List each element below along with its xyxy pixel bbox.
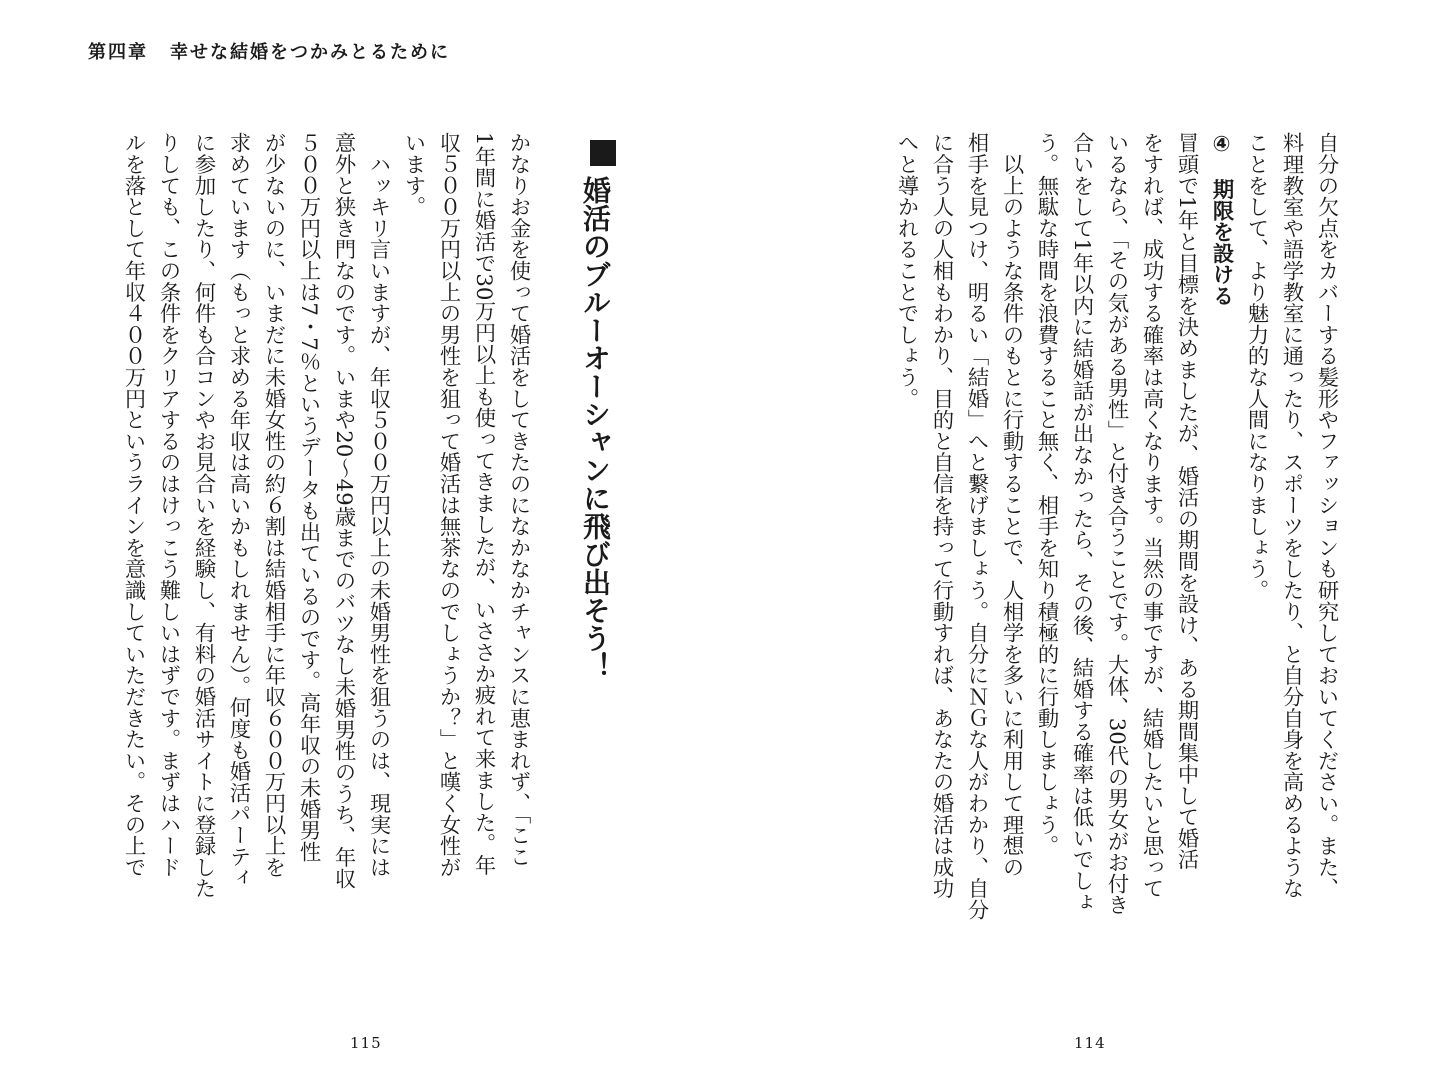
- body-line: に合う人の人相もわかり、目的と自信を持って行動すれば、あなたの婚活は成功: [929, 132, 954, 899]
- body-line: をすれば、成功する確率は高くなります。当然の事ですが、結婚したいと思って: [1139, 132, 1164, 899]
- chapter-title: 幸せな結婚をつかみとるために: [170, 42, 450, 63]
- body-line: 1年間に婚活で30万円以上も使ってきましたが、いささか疲れて来ました。年: [471, 132, 496, 876]
- page-number-left: 115: [350, 1034, 382, 1052]
- section-heading: [574, 140, 616, 700]
- body-line: に参加したり、何件も合コンやお見合いを経験し、有料の婚活サイトに登録した: [191, 132, 216, 899]
- body-line: ハッキリ言いますが、年収５００万円以上の未婚男性を狙うのは、現実には: [366, 132, 391, 878]
- body-line: かなりお金を使って婚活をしてきたのになかなかチャンスに恵まれず、「ここ: [506, 132, 531, 867]
- body-line: へと導かれることでしょう。: [894, 132, 919, 409]
- body-line: ことをして、より魅力的な人間になりましょう。: [1244, 132, 1269, 601]
- right-page-body: [784, 132, 1344, 962]
- body-line: が少ないのに、いまだに未婚女性の約６割は結婚相手に年収６００万円以上を: [261, 132, 286, 878]
- section-heading-text: 婚活のブルーオーシャンに飛び出そう！: [579, 176, 612, 680]
- body-line: りしても、この条件をクリアするのはけっこう難しいはずです。まずはハード: [156, 132, 181, 878]
- body-line: 料理教室や語学教室に通ったり、スポーツをしたり、と自分自身を高めるような: [1279, 132, 1304, 899]
- left-page-body: [86, 132, 536, 962]
- body-line: 合いをして1年以内に結婚話が出なかったら、その後、結婚する確率は低いでしょ: [1069, 132, 1094, 913]
- body-line: いるなら、「その気がある男性」と付き合うことです。大体、30代の男女がお付き: [1104, 132, 1129, 916]
- chapter-label: 第四章: [88, 42, 148, 63]
- body-line: 収５００万円以上の男性を狙って婚活は無茶なのでしょうか？」と嘆く女性が: [436, 132, 461, 878]
- body-line: います。: [401, 132, 426, 218]
- body-line: 冒頭で1年と目標を決めましたが、婚活の期間を設け、ある期間集中して婚活: [1174, 132, 1199, 870]
- body-line: ５００万円以上は7・7％というデータも出ているのです。高年収の未婚男性: [296, 132, 321, 862]
- body-line: 求めています（もっと求める年収は高いかもしれません）。何度も婚活パーティ: [226, 132, 251, 889]
- page-number-right: 114: [1074, 1034, 1106, 1052]
- section-subheading: ④ 期限を設ける: [1209, 132, 1234, 307]
- black-square-icon: [590, 140, 616, 166]
- running-head: [88, 38, 450, 64]
- body-line: 意外と狭き門なのです。いまや20～49歳までのバツなし未婚男性のうち、年収: [331, 132, 356, 890]
- body-line: 自分の欠点をカバーする髪形やファッションも研究しておいてください。また、: [1314, 132, 1339, 899]
- body-line: ルを落として年収４００万円というラインを意識していただきたい。その上で: [121, 132, 146, 878]
- body-line: 相手を見つけ、明るい「結婚」へと繋げましょう。自分にＮＧな人がわかり、自分: [964, 132, 989, 921]
- body-line: う。無駄な時間を浪費すること無く、相手を知り積極的に行動しましょう。: [1034, 132, 1059, 857]
- body-line: 以上のような条件のもとに行動することで、人相学を多いに利用して理想の: [999, 132, 1024, 878]
